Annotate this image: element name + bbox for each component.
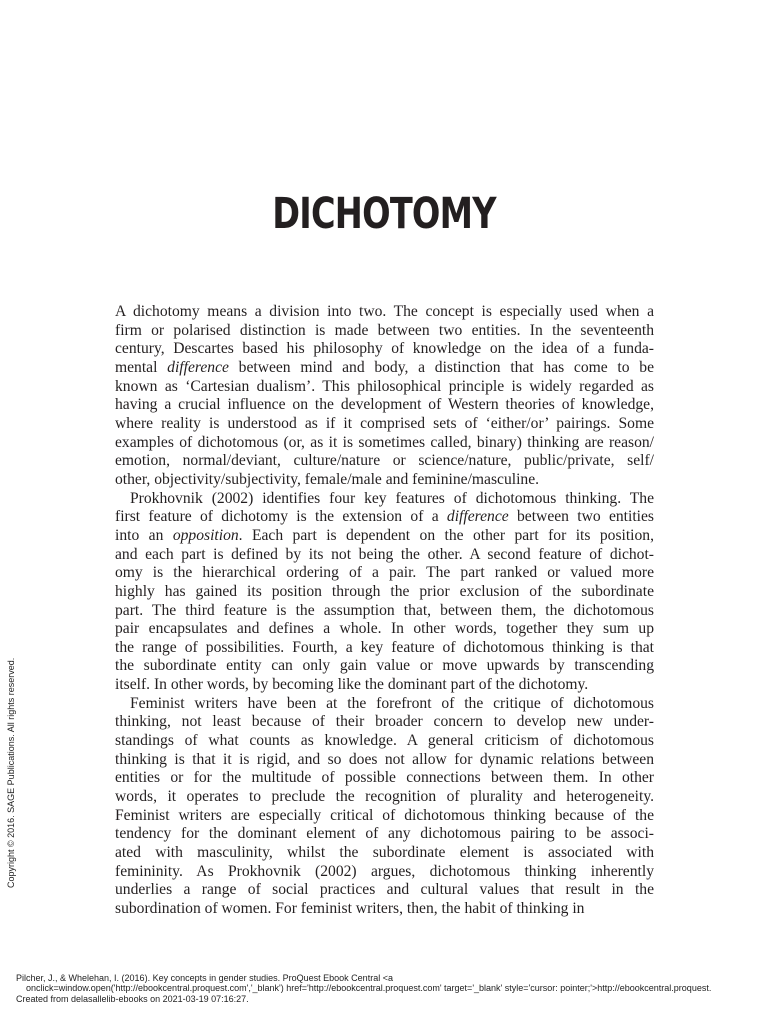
text-line: underlies a range of social practices and cultural values that result in the — [115, 881, 654, 899]
text-line: standings of what counts as knowledge. A general criticism of dichotomous — [115, 732, 654, 750]
paragraph — [115, 695, 654, 919]
footer-line-2: onclick=window.open('http://ebookcentral.proquest.com','_blank') href='http://ebookcentral.proquest.com' target='_blank' style='cursor: pointer;'>http://ebookcentral.proquest. — [26, 983, 712, 994]
text-line: Prokhovnik (2002) identifies four key features of dichotomous thinking. The — [130, 489, 654, 507]
text-line: the range of possibilities. Fourth, a key feature of dichotomous thinking is that — [115, 638, 654, 656]
text-line: into an opposition. Each part is dependent on the other part for its position, — [115, 526, 654, 544]
text-line: examples of dichotomous (or, as it is sometimes called, binary) thinking are reason/ — [115, 433, 654, 451]
text-line: part. The third feature is the assumption that, between them, the dichotomous — [115, 601, 654, 619]
text-line: omy is the hierarchical ordering of a pair. The part ranked or valued more — [115, 564, 654, 582]
text-line: where reality is understood as if it comprised sets of ‘either/or’ pairings. Some — [115, 414, 654, 432]
text-line: itself. In other words, by becoming like the dominant part of the dichotomy. — [115, 676, 589, 694]
text-line: mental difference between mind and body, a distinction that has come to be — [115, 358, 654, 376]
text-line: tendency for the dominant element of any dichotomous pairing to be associ- — [115, 825, 654, 843]
side-copyright-notice: Copyright © 2016. SAGE Publications. All rights reserved. — [6, 657, 16, 888]
text-line: highly has gained its position through the prior exclusion of the subordinate — [115, 582, 654, 600]
page-title: DICHOTOMY — [272, 189, 496, 239]
text-line: entities or for the multitude of possible connections between them. In other — [115, 769, 654, 787]
text-line: femininity. As Prokhovnik (2002) argues, dichotomous thinking inherently — [115, 862, 654, 880]
paragraph — [115, 490, 654, 695]
text-line: firm or polarised distinction is made between two entities. In the seventeenth — [115, 321, 654, 339]
text-line: Feminist writers have been at the forefront of the critique of dichotomous — [130, 694, 654, 712]
text-line: having a crucial influence on the development of Western theories of knowledge, — [115, 396, 654, 414]
text-line: and each part is defined by its not being the other. A second feature of dichot- — [115, 545, 654, 563]
text-line: thinking, not least because of their broader concern to develop new under- — [115, 713, 654, 731]
text-line: the subordinate entity can only gain value or move upwards by transcending — [115, 657, 654, 675]
footer-line-1: Pilcher, J., & Whelehan, I. (2016). Key concepts in gender studies. ProQuest Ebook Central <a — [16, 973, 393, 983]
text-line: emotion, normal/deviant, culture/nature or science/nature, public/private, self/ — [115, 452, 654, 470]
text-line: words, it operates to preclude the recognition of plurality and heterogeneity. — [115, 788, 654, 806]
text-line: thinking is that it is rigid, and so does not allow for dynamic relations between — [115, 750, 654, 768]
text-line: other, objectivity/subjectivity, female/male and feminine/masculine. — [115, 470, 540, 488]
text-line: pair encapsulates and defines a whole. In other words, together they sum up — [115, 620, 654, 638]
text-line: ated with masculinity, whilst the subordinate element is associated with — [115, 844, 654, 862]
body-text — [115, 303, 654, 919]
text-line: subordination of women. For feminist writers, then, the habit of thinking in — [115, 900, 585, 917]
text-line: Feminist writers are especially critical of dichotomous thinking because of the — [115, 806, 654, 824]
footer-line-3: Created from delasallelib-ebooks on 2021-03-19 07:16:27. — [16, 993, 249, 1004]
footer-citation — [16, 973, 768, 1004]
text-line: known as ‘Cartesian dualism’. This philosophical principle is widely regarded as — [115, 377, 654, 395]
paragraph — [115, 303, 654, 490]
text-line: century, Descartes based his philosophy of knowledge on the idea of a funda- — [115, 340, 654, 358]
text-line: first feature of dichotomy is the extension of a difference between two entities — [115, 508, 654, 526]
text-line: A dichotomy means a division into two. The concept is especially used when a — [115, 303, 654, 320]
